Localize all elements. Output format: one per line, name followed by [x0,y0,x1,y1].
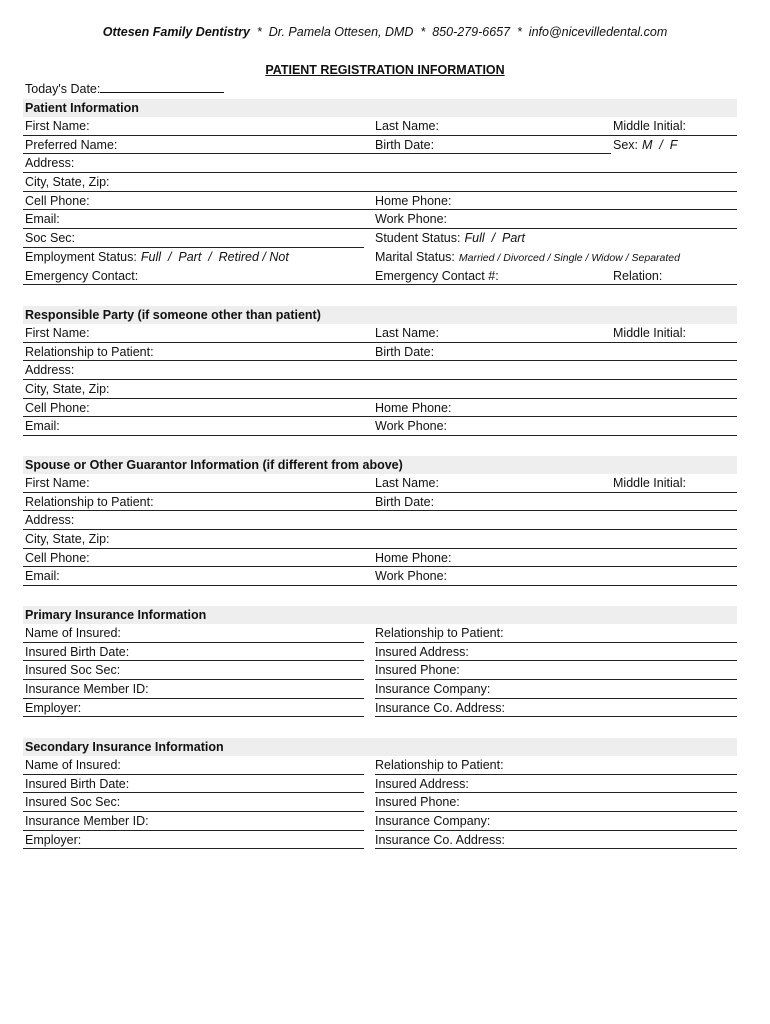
form-row [23,812,737,831]
address-label: Address: [25,513,75,528]
form-row [23,136,737,155]
emergency-contact-label: Emergency Contact: [25,268,139,283]
todays-date-label: Today's Date: [25,82,101,96]
insured-phone-label: Insured Phone: [375,795,460,810]
form-row [23,210,737,229]
form-row [23,361,737,380]
form-row [23,511,737,530]
marital-status-field[interactable] [375,248,680,268]
marital-status-options[interactable]: Married / Divorced / Single / Widow / Separated [458,251,680,264]
form-row [23,154,737,173]
employment-status-label: Employment Status: [25,249,137,264]
first-name-label: First Name: [25,476,90,490]
emergency-contact-number-label: Emergency Contact #: [375,268,499,283]
section-heading: Primary Insurance Information [23,606,737,624]
employer-label: Employer: [25,832,82,847]
spouse-guarantor-section [23,456,737,586]
cell-phone-label: Cell Phone: [25,550,90,565]
todays-date-field[interactable] [25,81,224,96]
form-row [23,699,737,718]
form-title: PATIENT REGISTRATION INFORMATION [265,63,505,77]
marital-status-label: Marital Status: [375,249,455,264]
insurance-member-id-label: Insurance Member ID: [25,814,149,829]
insurance-company-label: Insurance Company: [375,682,491,697]
primary-insurance-section [23,606,737,717]
insurance-co-address-label: Insurance Co. Address: [375,832,505,847]
work-phone-label: Work Phone: [375,419,448,434]
employment-status-field[interactable] [25,248,289,267]
last-name-label: Last Name: [375,119,439,133]
preferred-name-label: Preferred Name: [25,137,118,152]
insurance-co-address-label: Insurance Co. Address: [375,700,505,715]
form-row [23,417,737,436]
form-row [23,474,737,493]
insurance-company-label: Insurance Company: [375,814,491,829]
form-row [23,399,737,418]
sex-options[interactable]: M / F [642,137,678,152]
email-label: Email: [25,212,60,227]
form-row [23,229,737,248]
relation-label: Relation: [613,268,663,283]
fill-line[interactable] [23,585,737,586]
middle-initial-label: Middle Initial: [613,476,686,490]
middle-initial-label: Middle Initial: [613,119,686,133]
relationship-label: Relationship to Patient: [375,626,504,640]
form-row [23,775,737,794]
fill-line[interactable] [23,284,737,285]
address-label: Address: [25,156,75,171]
employer-label: Employer: [25,700,82,715]
practice-name: Ottesen Family Dentistry [102,25,250,39]
practice-header [0,25,770,39]
email-label: Email: [25,419,60,434]
last-name-label: Last Name: [375,476,439,490]
sex-field[interactable] [613,136,677,155]
form-row [23,831,737,850]
section-heading: Responsible Party (if someone other than patient) [23,306,737,324]
relationship-label: Relationship to Patient: [375,758,504,772]
form-row [23,793,737,812]
middle-initial-label: Middle Initial: [613,326,686,340]
secondary-insurance-section [23,738,737,849]
city-state-zip-label: City, State, Zip: [25,382,110,397]
form-row [23,248,737,267]
relationship-label: Relationship to Patient: [25,494,154,509]
student-status-field[interactable] [375,229,525,248]
form-row [23,643,737,662]
form-row [23,624,737,643]
employment-status-options[interactable]: Full / Part / Retired / Not [140,249,289,264]
patient-information-section [23,99,737,285]
insured-soc-sec-label: Insured Soc Sec: [25,795,121,810]
name-of-insured-label: Name of Insured: [25,758,121,772]
section-heading: Patient Information [23,99,737,117]
fill-line[interactable] [375,716,737,717]
section-heading: Secondary Insurance Information [23,738,737,756]
sex-label: Sex: [613,137,639,152]
form-row [23,267,737,286]
first-name-label: First Name: [25,119,90,133]
insured-birth-date-label: Insured Birth Date: [25,776,130,791]
insured-phone-label: Insured Phone: [375,663,460,678]
birth-date-label: Birth Date: [375,344,435,359]
city-state-zip-label: City, State, Zip: [25,532,110,547]
insured-birth-date-label: Insured Birth Date: [25,644,130,659]
insured-soc-sec-label: Insured Soc Sec: [25,663,121,678]
practice-contact-details: * Dr. Pamela Ottesen, DMD * 850-279-6657 * info@nicevilledental.com [249,25,668,39]
student-status-label: Student Status: [375,231,461,246]
form-row [23,530,737,549]
form-row [23,661,737,680]
relationship-label: Relationship to Patient: [25,344,154,359]
address-label: Address: [25,363,75,378]
work-phone-label: Work Phone: [375,212,448,227]
city-state-zip-label: City, State, Zip: [25,175,110,190]
insured-address-label: Insured Address: [375,644,469,659]
section-heading: Spouse or Other Guarantor Information (if different from above) [23,456,737,474]
fill-line[interactable] [23,716,364,717]
home-phone-label: Home Phone: [375,550,452,565]
student-status-options[interactable]: Full / Part [464,231,525,246]
soc-sec-label: Soc Sec: [25,231,76,246]
first-name-label: First Name: [25,326,90,340]
name-of-insured-label: Name of Insured: [25,626,121,640]
insured-address-label: Insured Address: [375,776,469,791]
form-row [23,549,737,568]
last-name-label: Last Name: [375,326,439,340]
form-row [23,173,737,192]
work-phone-label: Work Phone: [375,569,448,584]
cell-phone-label: Cell Phone: [25,400,90,415]
fill-line[interactable] [23,848,364,849]
todays-date-blank[interactable] [100,81,224,93]
form-row [23,493,737,512]
fill-line[interactable] [23,435,737,436]
form-row [23,192,737,211]
fill-line[interactable] [375,848,737,849]
form-row [23,680,737,699]
form-row [23,117,737,136]
form-row [23,756,737,775]
cell-phone-label: Cell Phone: [25,193,90,208]
form-row [23,380,737,399]
responsible-party-section [23,306,737,436]
birth-date-label: Birth Date: [375,494,435,509]
home-phone-label: Home Phone: [375,193,452,208]
email-label: Email: [25,569,60,584]
form-row [23,343,737,362]
form-row [23,324,737,343]
birth-date-label: Birth Date: [375,137,435,152]
insurance-member-id-label: Insurance Member ID: [25,682,149,697]
form-row [23,567,737,586]
home-phone-label: Home Phone: [375,400,452,415]
